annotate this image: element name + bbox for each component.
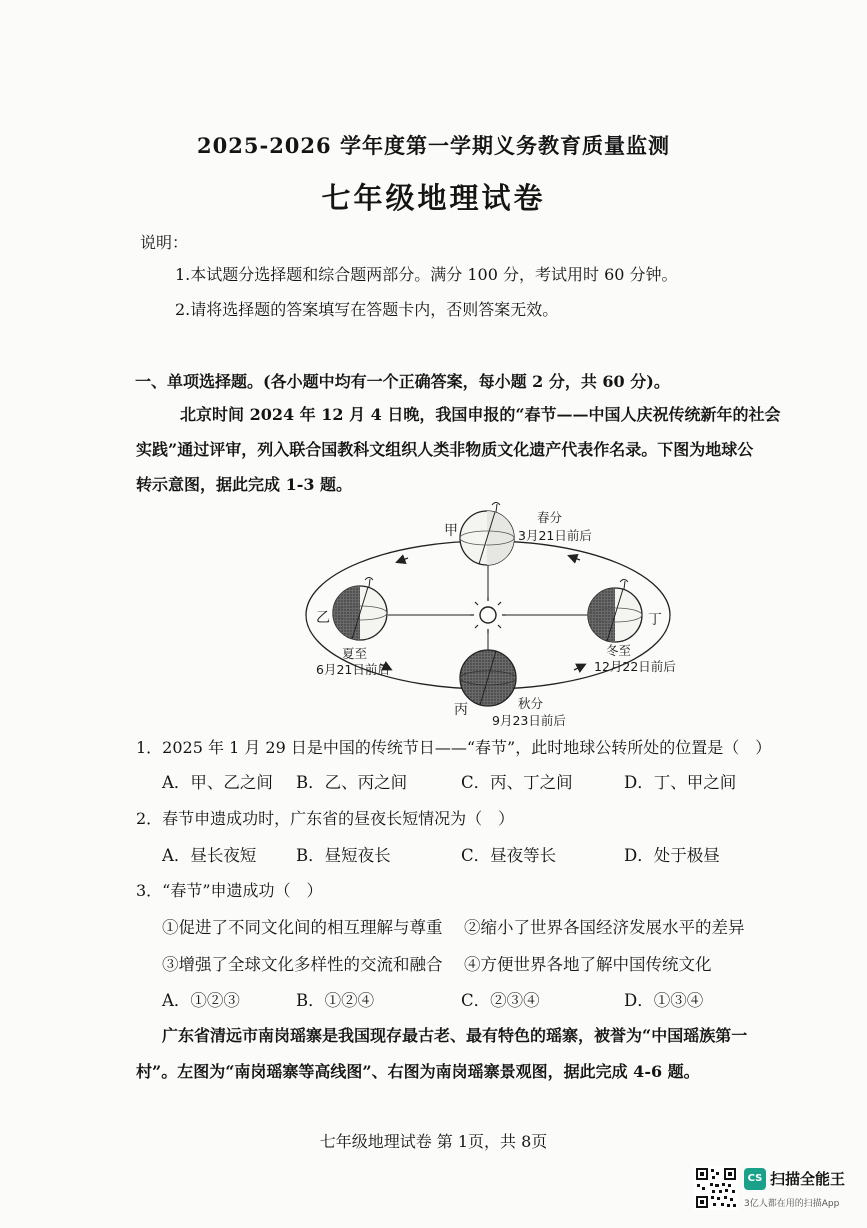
option: C．昼夜等长 <box>461 846 557 865</box>
earth-bing <box>460 650 516 706</box>
label-bing-term: 秋分 <box>518 696 544 711</box>
option: C．②③④ <box>461 991 540 1010</box>
instructions-label: 说明： <box>140 233 189 252</box>
statement: ①促进了不同文化间的相互理解与尊重 <box>162 918 443 937</box>
camscanner-name: 扫描全能王 <box>770 1170 846 1188</box>
question-stem-2: 2．春节申遗成功时，广东省的昼夜长短情况为（ ） <box>136 809 515 828</box>
option: B．乙、丙之间 <box>296 773 408 792</box>
question-stem-1: 1．2025 年 1 月 29 日是中国的传统节日——“春节”，此时地球公转所处的位置是（ ） <box>136 738 772 757</box>
instruction-item: 1.本试题分选择题和综合题两部分。满分 100 分，考试用时 60 分钟。 <box>175 265 678 284</box>
option: C．丙、丁之间 <box>461 773 573 792</box>
earth-ding <box>588 580 642 643</box>
orbit-arrow <box>574 666 582 670</box>
orbit-figure <box>296 498 716 730</box>
earth-revolution-diagram <box>296 498 716 730</box>
label-ding: 丁 <box>648 612 662 628</box>
earth-yi <box>333 578 387 641</box>
orbit-arrow <box>572 557 580 560</box>
instruction-item: 2.请将选择题的答案填写在答题卡内，否则答案无效。 <box>175 300 559 319</box>
option: D．丁、甲之间 <box>624 773 737 792</box>
option: D．①③④ <box>624 991 704 1010</box>
label-yi: 乙 <box>316 610 330 626</box>
label-jia: 甲 <box>444 523 458 539</box>
camscanner-logo-icon: CS <box>744 1168 766 1190</box>
passage-line: 广东省清远市南岗瑶寨是我国现存最古老、最有特色的瑶寨，被誉为“中国瑶族第一 <box>162 1026 748 1045</box>
qr-code-icon <box>694 1166 738 1210</box>
exam-title: 七年级地理试卷 <box>321 181 546 215</box>
scanner-watermark <box>694 1166 864 1216</box>
option: A．甲、乙之间 <box>162 773 273 792</box>
question-stem-3: 3．“春节”申遗成功（ ） <box>136 881 323 900</box>
label-bing: 丙 <box>454 702 468 718</box>
earth-jia <box>460 503 514 566</box>
option: B．昼短夜长 <box>296 846 391 865</box>
passage-line: 转示意图，据此完成 1-3 题。 <box>136 475 353 494</box>
option: A．①②③ <box>162 991 240 1010</box>
label-yi-term: 夏至 <box>342 646 368 661</box>
page-footer: 七年级地理试卷 第 1页，共 8页 <box>319 1132 548 1151</box>
passage-line: 北京时间 2024 年 12 月 4 日晚，我国申报的“春节——中国人庆祝传统新年的社会 <box>180 405 781 424</box>
statement: ③增强了全球文化多样性的交流和融合 <box>162 955 443 974</box>
label-bing-date: 9月23日前后 <box>492 713 566 728</box>
label-ding-term: 冬至 <box>606 643 632 658</box>
camscanner-tagline: 3亿人都在用的扫描App <box>744 1199 840 1209</box>
label-yi-date: 6月21日前后 <box>316 662 390 677</box>
option: B．①②④ <box>296 991 375 1010</box>
label-ding-date: 12月22日前后 <box>594 659 676 674</box>
orbit-arrow <box>400 558 408 561</box>
option: A．昼长夜短 <box>162 846 257 865</box>
statement: ④方便世界各地了解中国传统文化 <box>464 955 712 974</box>
section-heading: 一、单项选择题。(各小题中均有一个正确答案，每小题 2 分，共 60 分)。 <box>135 372 670 391</box>
option: D．处于极昼 <box>624 846 720 865</box>
label-jia-date: 3月21日前后 <box>518 528 592 543</box>
sun-icon <box>470 597 506 633</box>
label-jia-term: 春分 <box>537 510 563 525</box>
statement: ②缩小了世界各国经济发展水平的差异 <box>464 918 745 937</box>
passage-line: 实践”通过评审，列入联合国教科文组织人类非物质文化遗产代表作名录。下图为地球公 <box>136 440 754 459</box>
exam-series-title: 2025-2026 学年度第一学期义务教育质量监测 <box>197 133 670 158</box>
passage-line: 村”。左图为“南岗瑶寨等高线图”、右图为南岗瑶寨景观图，据此完成 4-6 题。 <box>136 1062 700 1081</box>
